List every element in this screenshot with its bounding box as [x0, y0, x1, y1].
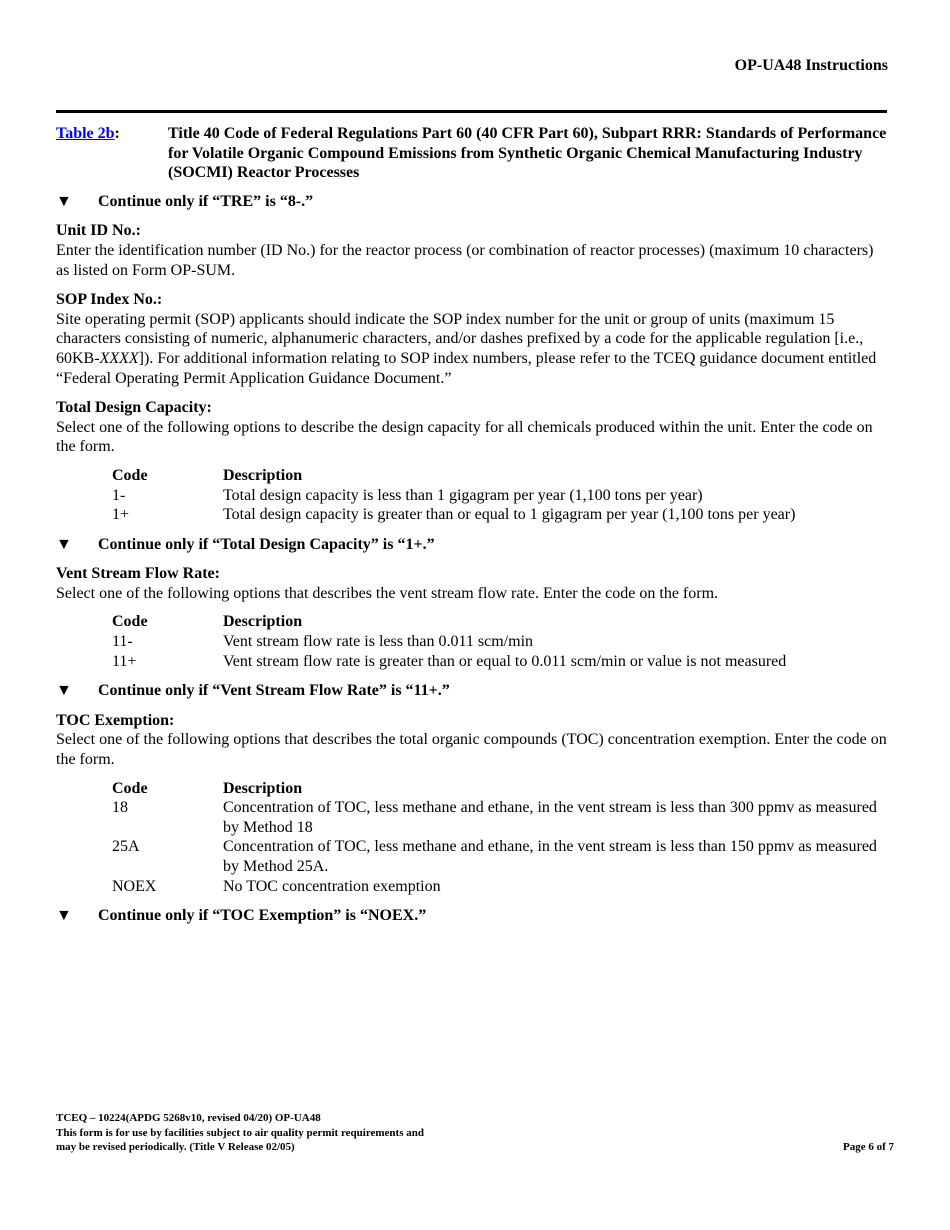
code-row — [112, 486, 888, 506]
code-table-header — [112, 612, 888, 632]
vent-flow-section — [56, 564, 888, 671]
sop-text-italic: XXXX — [99, 349, 139, 367]
vent-flow-heading: Vent Stream Flow Rate: — [56, 565, 220, 583]
down-triangle-icon: ▼ — [56, 682, 72, 700]
continue-toc-text: Continue only if “TOC Exemption” is “NOEX.” — [98, 907, 427, 925]
code-description: Concentration of TOC, less methane and ethane, in the vent stream is less than 150 ppmv as measured by Method 25A. — [223, 838, 877, 875]
design-capacity-code-table — [112, 466, 888, 525]
description-col-header: Description — [223, 779, 303, 797]
sop-index-section — [56, 290, 888, 388]
code-col-header: Code — [112, 779, 148, 797]
code-row — [112, 505, 888, 525]
unit-id-heading: Unit ID No.: — [56, 222, 141, 240]
code-value: NOEX — [112, 877, 157, 895]
unit-id-text: Enter the identification number (ID No.) for the reactor process (or combination of reactor processes) (maximum 10 characters) as listed on Form OP-SUM. — [56, 241, 874, 279]
toc-text: Select one of the following options that describes the total organic compounds (TOC) concentration exemption. Enter the code on the form. — [56, 731, 887, 769]
table-2b-link[interactable]: Table 2b — [56, 125, 115, 142]
code-row — [112, 837, 888, 876]
unit-id-section — [56, 221, 888, 280]
code-value: 1+ — [112, 506, 130, 524]
main-content — [56, 124, 888, 936]
footer-form-id: TCEQ – 10224(APDG 5268v10, revised 04/20) OP-UA48 — [56, 1112, 321, 1124]
sop-text-before: Site operating permit (SOP) applicants should indicate the SOP index number for the unit or group of units (maximum 15 characters consisting of numeric, alphanumeric characters, and/or dashes prefixed by a code for the applicable regulation [i.e., 60KB- — [56, 310, 864, 367]
footer-note-line1: This form is for use by facilities subject to air quality permit requirements and — [56, 1126, 424, 1139]
code-value: 25A — [112, 838, 140, 856]
description-col-header: Description — [223, 613, 303, 631]
code-row — [112, 652, 888, 672]
design-capacity-text: Select one of the following options to describe the design capacity for all chemicals produced within the unit. Enter the code on the form. — [56, 418, 873, 456]
continue-toc — [56, 906, 888, 926]
continue-flow — [56, 681, 888, 701]
code-description: Vent stream flow rate is greater than or equal to 0.011 scm/min or value is not measured — [223, 652, 787, 670]
design-capacity-heading: Total Design Capacity: — [56, 399, 212, 417]
footer-note-line2: may be revised periodically. (Title V Release 02/05) — [56, 1141, 295, 1153]
table-title-text: Title 40 Code of Federal Regulations Part 60 (40 CFR Part 60), Subpart RRR: Standards of Performance for Volatile Organic Compound Emissions from Synthetic Organic Chemical Manufacturing Industry (SOCMI) Reactor Processes — [168, 125, 887, 182]
code-row — [112, 877, 888, 897]
code-description: Total design capacity is greater than or equal to 1 gigagram per year (1,100 tons per year) — [223, 506, 796, 524]
code-description: Total design capacity is less than 1 gigagram per year (1,100 tons per year) — [223, 486, 703, 504]
code-value: 11- — [112, 633, 133, 651]
continue-capacity — [56, 535, 888, 555]
sop-index-text — [56, 310, 888, 388]
code-table-header — [112, 779, 888, 799]
code-description: Concentration of TOC, less methane and ethane, in the vent stream is less than 300 ppmv as measured by Method 18 — [223, 799, 877, 836]
vent-flow-code-table — [112, 612, 888, 671]
sop-text-after: ]). For additional information relating to SOP index numbers, please refer to the TCEQ guidance document entitled “Federal Operating Permit Application Guidance Document.” — [56, 349, 877, 387]
toc-section — [56, 711, 888, 896]
down-triangle-icon: ▼ — [56, 535, 72, 553]
page-header-title: OP-UA48 Instructions — [734, 57, 888, 74]
table-ref — [56, 124, 168, 183]
table-ref-colon: : — [114, 125, 120, 142]
continue-flow-text: Continue only if “Vent Stream Flow Rate” is “11+.” — [98, 682, 450, 700]
code-description: Vent stream flow rate is less than 0.011 scm/min — [223, 633, 534, 651]
code-description: No TOC concentration exemption — [223, 877, 441, 895]
continue-tre-text: Continue only if “TRE” is “8-.” — [98, 192, 314, 210]
page-footer — [56, 1111, 894, 1155]
design-capacity-section — [56, 398, 888, 525]
code-value: 1- — [112, 486, 126, 504]
code-col-header: Code — [112, 466, 148, 484]
down-triangle-icon: ▼ — [56, 907, 72, 925]
table-title — [56, 124, 888, 183]
page-number: Page 6 of 7 — [842, 1141, 894, 1153]
toc-code-table — [112, 779, 888, 897]
toc-heading: TOC Exemption: — [56, 711, 175, 729]
code-col-header: Code — [112, 613, 148, 631]
header-rule — [56, 110, 887, 113]
code-row — [112, 798, 888, 837]
code-value: 11+ — [112, 652, 137, 670]
vent-flow-text: Select one of the following options that describes the vent stream flow rate. Enter the code on the form. — [56, 584, 719, 602]
continue-capacity-text: Continue only if “Total Design Capacity” is “1+.” — [98, 535, 435, 553]
code-row — [112, 632, 888, 652]
description-col-header: Description — [223, 466, 303, 484]
down-triangle-icon: ▼ — [56, 192, 72, 210]
sop-index-heading: SOP Index No.: — [56, 291, 163, 309]
continue-tre — [56, 192, 888, 212]
code-table-header — [112, 466, 888, 486]
code-value: 18 — [112, 799, 128, 817]
